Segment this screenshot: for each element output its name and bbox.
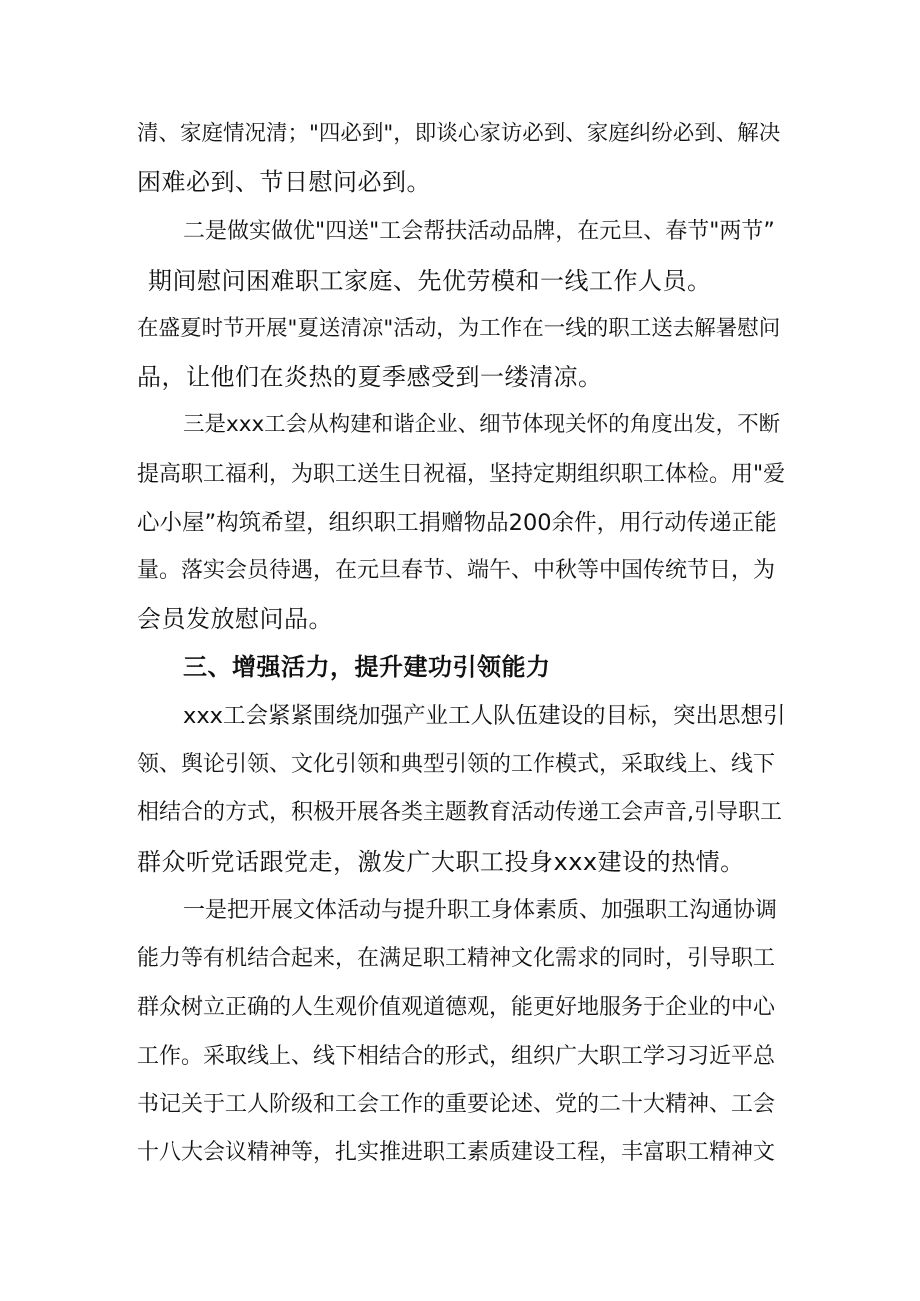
text-line: 清、家庭情况清；"四必到"，即谈心家访必到、家庭纠纷必到、解决 bbox=[137, 121, 781, 146]
text-line: 领、舆论引领、文化引领和典型引领的工作模式，采取线上、线下 bbox=[137, 752, 776, 777]
text-line: 群众听党话跟党走，激发广大职工投身xxx建设的热情。 bbox=[137, 848, 745, 876]
paragraph-start-line: 三是xxx工会从构建和谐企业、细节体现关怀的角度出发，不断 bbox=[183, 412, 781, 437]
text-line: 在盛夏时节开展"夏送清凉"活动，为工作在一线的职工送去解暑慰问 bbox=[137, 316, 781, 341]
paragraph-start-line: 一是把开展文体活动与提升职工身体素质、加强职工沟通协调 bbox=[183, 898, 778, 923]
text-line: 十八大会议精神等，扎实推进职工素质建设工程，丰富职工精神文 bbox=[137, 1140, 776, 1165]
paragraph-start-line: 二是做实做优"四送"工会帮扶活动品牌，在元旦、春节"两节” bbox=[183, 219, 775, 244]
text-line: 会员发放慰问品。 bbox=[137, 605, 333, 633]
text-line: 相结合的方式，积极开展各类主题教育活动传递工会声音,引导职工 bbox=[137, 800, 782, 825]
text-line: 品，让他们在炎热的夏季感受到一缕清凉。 bbox=[137, 363, 603, 391]
text-line: 书记关于工人阶级和工会工作的重要论述、党的二十大精神、工会 bbox=[137, 1092, 776, 1117]
text-line: 群众树立正确的人生观价值观道德观，能更好地服务于企业的中心 bbox=[137, 995, 776, 1020]
section-heading: 三、增强活力，提升建功引领能力 bbox=[183, 653, 551, 681]
paragraph-start-line: xxx工会紧紧围绕加强产业工人队伍建设的目标，突出思想引 bbox=[183, 703, 786, 729]
text-line: 期间慰问困难职工家庭、先优劳模和一线工作人员。 bbox=[148, 267, 712, 295]
text-line: 量。落实会员待遇，在元旦春节、端午、中秋等中国传统节日，为 bbox=[137, 558, 776, 583]
text-line: 心小屋”构筑希望，组织职工捐赠物品200余件，用行动传递正能 bbox=[137, 510, 777, 536]
text-line: 困难必到、节日慰问必到。 bbox=[137, 168, 431, 196]
text-line: 提高职工福利，为职工送生日祝福，坚持定期组织职工体检。用"爱 bbox=[137, 462, 786, 487]
text-line: 工作。采取线上、线下相结合的形式，组织广大职工学习习近平总 bbox=[137, 1044, 776, 1069]
text-line: 能力等有机结合起来，在满足职工精神文化需求的同时，引导职工 bbox=[137, 946, 776, 971]
